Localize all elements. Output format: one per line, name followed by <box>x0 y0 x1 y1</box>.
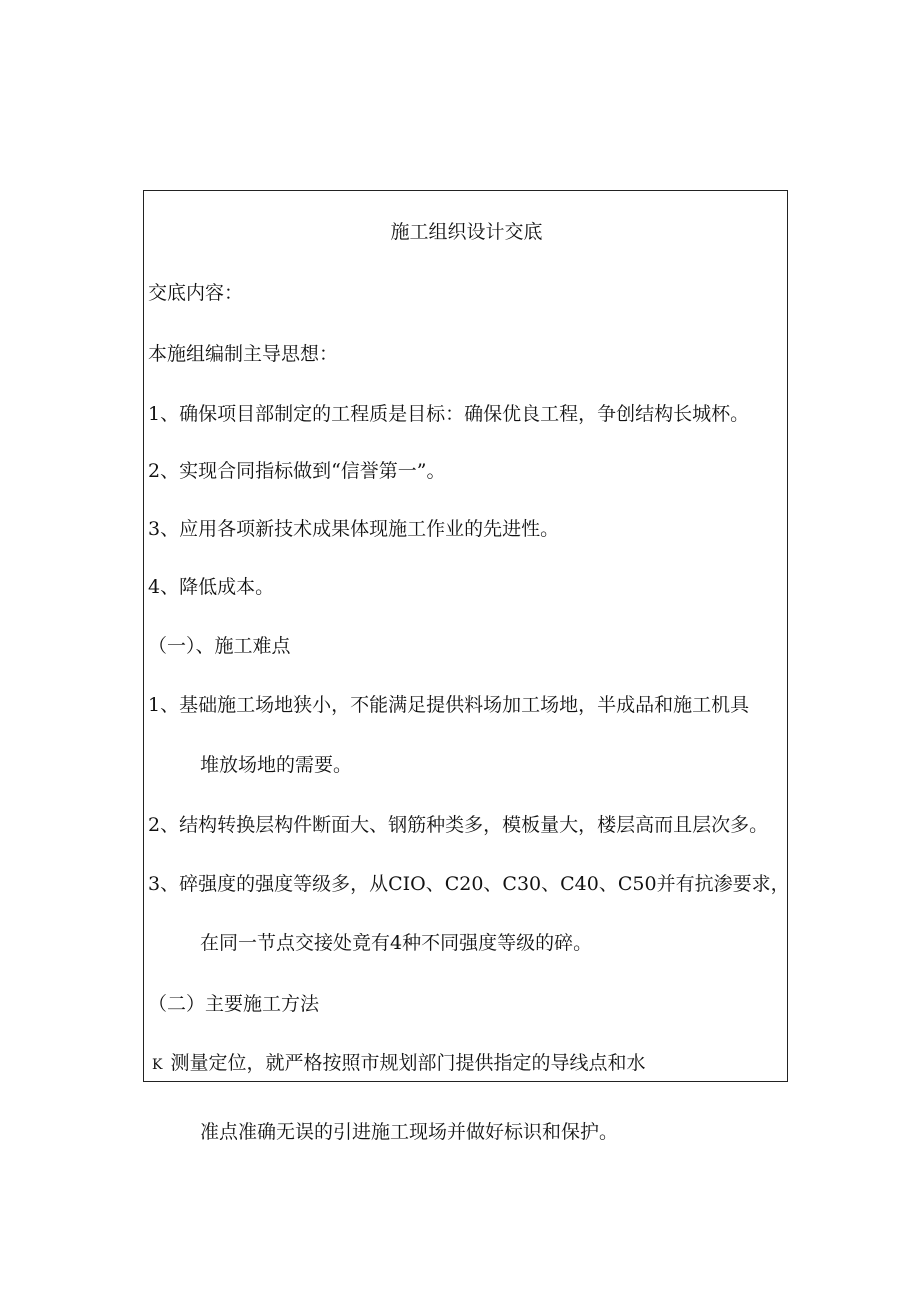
guiding-idea-heading: 本施组编制主导思想： <box>148 343 339 365</box>
difficulty-3-continuation: 在同一节点交接处竟有4种不同强度等级的碎。 <box>200 932 593 954</box>
guiding-point-3: 3、应用各项新技术成果体现施工作业的先进性。 <box>148 518 560 540</box>
method-1-text: 测量定位，就严格按照市规划部门提供指定的导线点和水 <box>170 1052 646 1074</box>
guiding-point-4: 4、降低成本。 <box>148 576 275 598</box>
method-1 <box>152 1051 645 1077</box>
difficulty-1-continuation: 堆放场地的需要。 <box>200 754 353 776</box>
document-title: 施工组织设计交底 <box>390 221 543 243</box>
guiding-point-2: 2、实现合同指标做到“信誉第一”。 <box>148 460 446 482</box>
method-1-continuation: 准点准确无误的引进施工现场并做好标识和保护。 <box>200 1121 619 1143</box>
difficulties-heading: （一）、施工难点 <box>148 635 291 657</box>
difficulty-1: 1、基础施工场地狭小，不能满足提供料场加工场地，半成品和施工机具 <box>148 694 750 716</box>
guiding-point-1: 1、确保项目部制定的工程质是目标：确保优良工程，争创结构长城杯。 <box>148 403 750 425</box>
difficulty-3: 3、碎强度的强度等级多，从CIO、C20、C30、C40、C50并有抗渗要求， <box>148 873 790 895</box>
difficulty-2: 2、结构转换层构件断面大、钢筋种类多，模板量大，楼层高而且层次多。 <box>148 814 769 836</box>
methods-heading: （二）主要施工方法 <box>148 993 320 1015</box>
document-frame <box>143 190 788 1082</box>
section-label-content: 交底内容： <box>148 282 244 304</box>
list-marker: K <box>152 1057 163 1073</box>
